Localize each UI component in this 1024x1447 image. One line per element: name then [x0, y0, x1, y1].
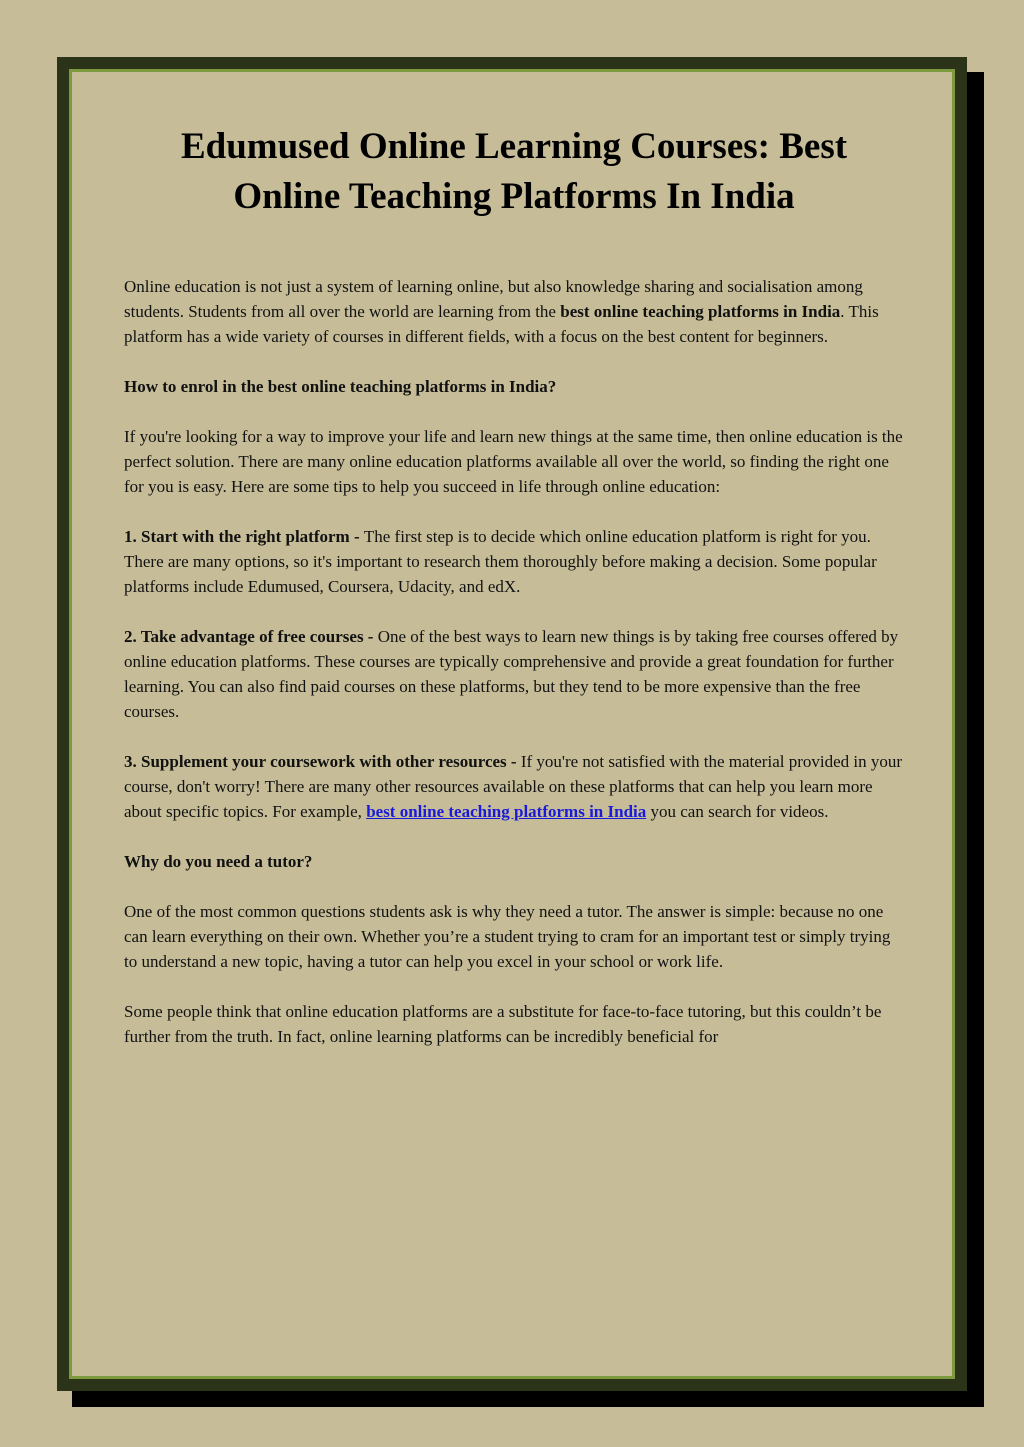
page-title — [124, 122, 904, 222]
tip-2 — [124, 624, 904, 724]
tip-1-title: 1. Start with the right platform - — [124, 527, 364, 546]
intro-text-1: Online education is not just a system of learning online, but also knowledge sharing and socialisation among students. Students from all over the world are learning from the — [124, 277, 863, 321]
tip-3 — [124, 749, 904, 824]
intro-bold-phrase: best online teaching platforms in India — [560, 302, 841, 321]
tip-2-title: 2. Take advantage of free courses - — [124, 627, 378, 646]
tip-3-text: If you're not satisfied with the material provided in your course, don't worry! There are many other resources available on these platforms that can help you learn more about specific topics. For example, — [124, 752, 903, 821]
tutor-paragraph-2: Some people think that online education platforms are a substitute for face-to-face tutoring, but this couldn’t be further from the truth. In fact, online learning platforms can be incredibly beneficial for — [124, 1002, 882, 1046]
tip-1-text: The first step is to decide which online education platform is right for you. There are many options, so it's important to research them thoroughly before making a decision. Some popular platforms include Edumused, Coursera, Udacity, and edX. — [124, 527, 877, 596]
tip-3-title: 3. Supplement your coursework with other resources - — [124, 752, 521, 771]
tip-2-text: One of the best ways to learn new things is by taking free courses offered by online education platforms. These courses are typically comprehensive and provide a great foundation for further learning. You can also find paid courses on these platforms, but they tend to be more expensive than the free courses. — [124, 627, 899, 721]
tip-3-text-after: you can search for videos. — [646, 802, 829, 821]
page-title-line2: Online Teaching Platforms In India — [233, 176, 795, 217]
enrol-heading: How to enrol in the best online teaching platforms in India? — [124, 377, 557, 396]
page-title-line1: Edumused Online Learning Courses: Best — [180, 126, 848, 167]
platforms-link[interactable]: best online teaching platforms in India — [366, 802, 647, 821]
enrol-paragraph: If you're looking for a way to improve your life and learn new things at the same time, then online education is the perfect solution. There are many online education platforms available all over the world, so finding the right one for you is easy. Here are some tips to help you succeed in life through online education: — [124, 427, 903, 496]
intro-paragraph — [124, 274, 904, 349]
tip-1 — [124, 524, 904, 599]
intro-text-2: . This platform has a wide variety of courses in different fields, with a focus on the best content for beginners. — [124, 302, 879, 346]
document-content — [124, 122, 904, 1074]
tutor-paragraph-1: One of the most common questions students ask is why they need a tutor. The answer is simple: because no one can learn everything on their own. Whether you’re a student trying to cram for an important test or simply trying to understand a new topic, having a tutor can help you excel in your school or work life. — [124, 902, 891, 971]
tutor-heading: Why do you need a tutor? — [124, 852, 313, 871]
